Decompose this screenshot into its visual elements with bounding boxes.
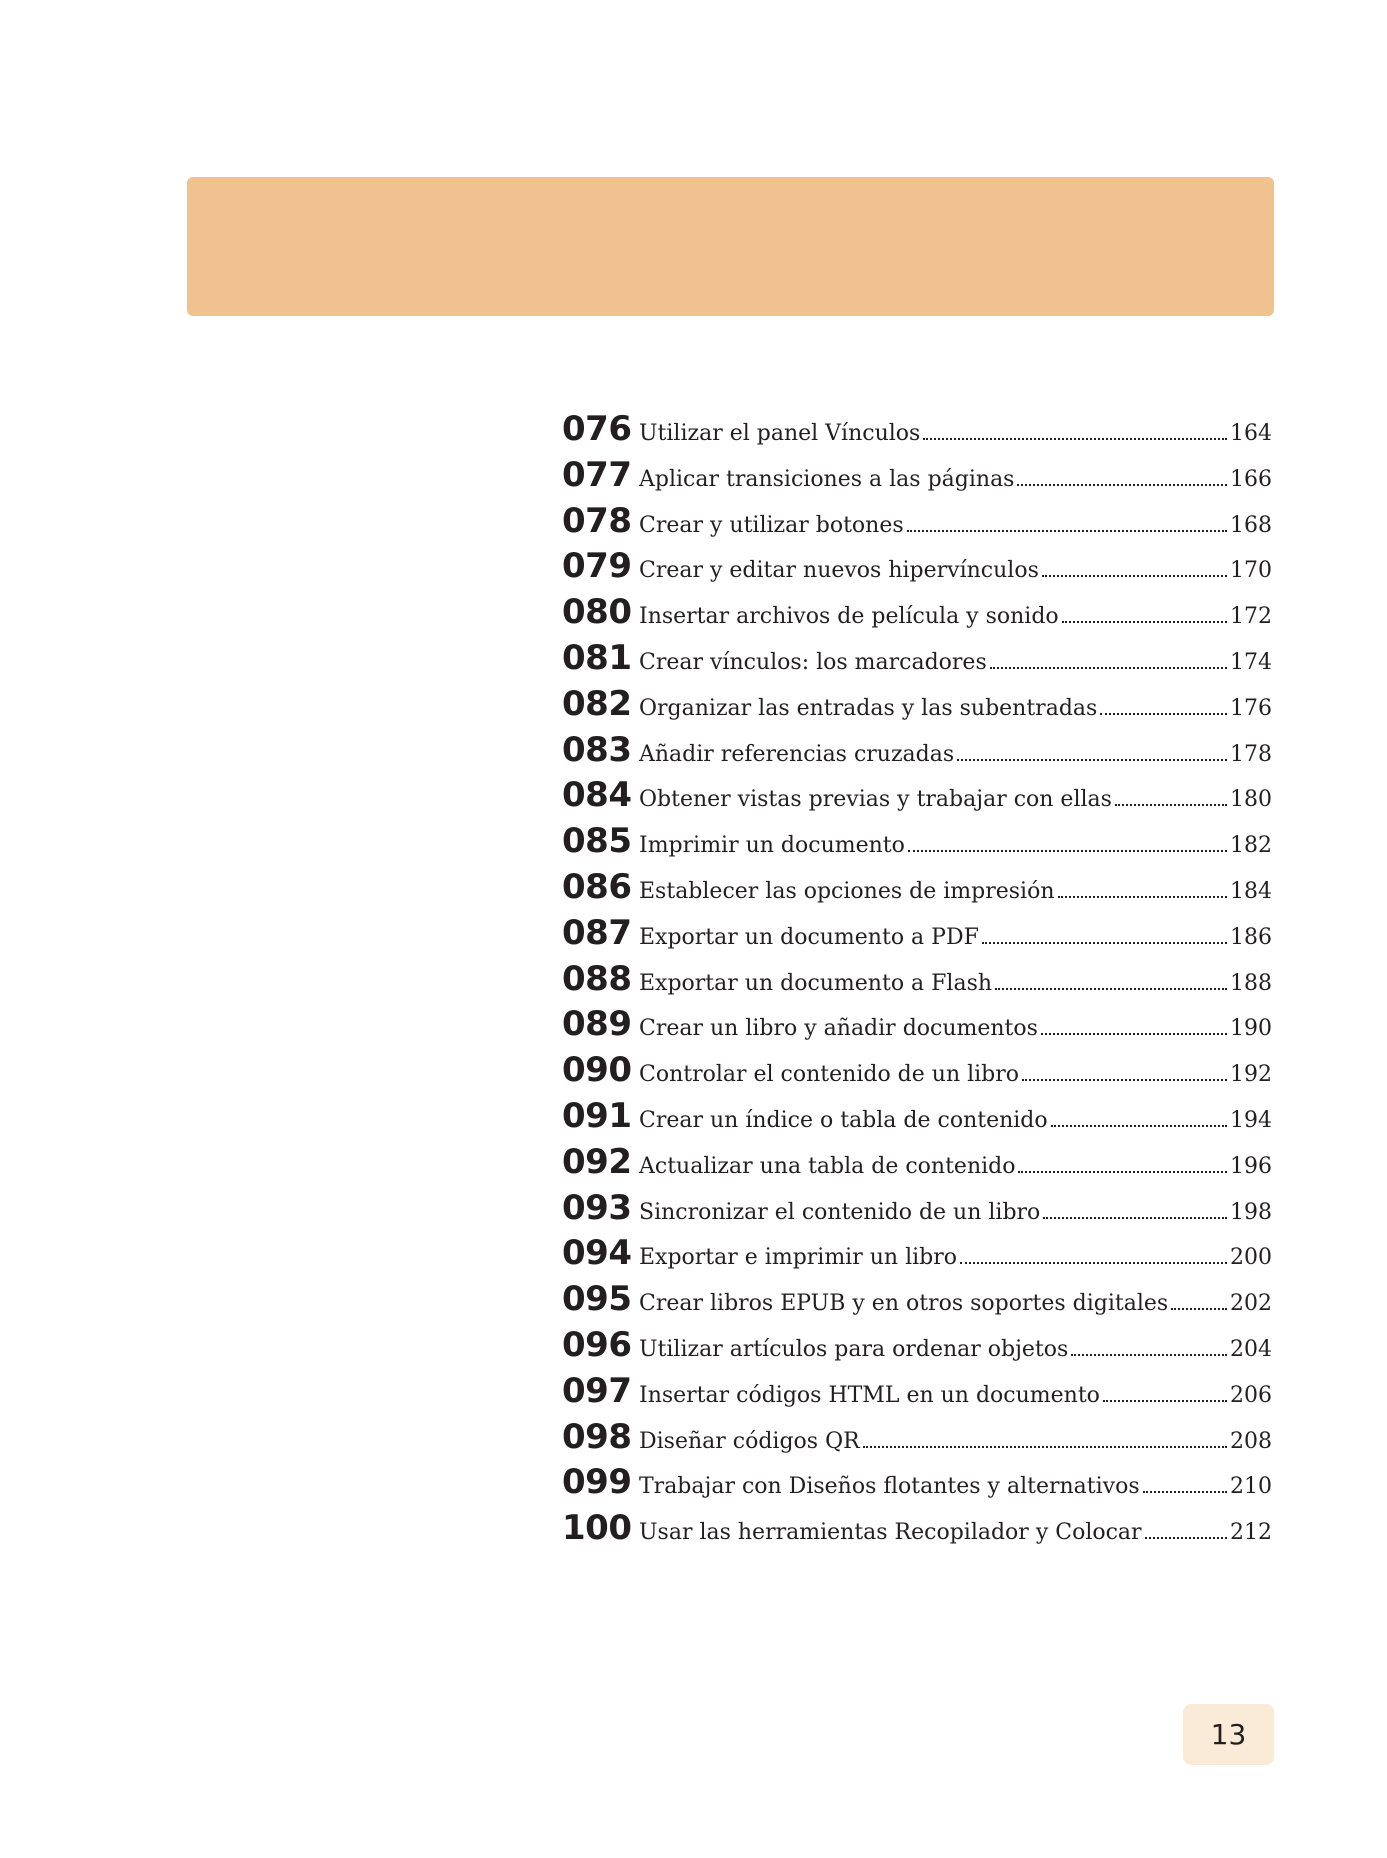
toc-entry: [562, 730, 1272, 776]
toc-entry-page: 210: [1230, 1474, 1272, 1500]
toc-entry-number: 092: [562, 1141, 632, 1182]
toc-entry-title: Actualizar una tabla de contenido: [639, 1153, 1016, 1179]
toc-entry-number: 095: [562, 1279, 632, 1320]
toc-entry-page: 194: [1230, 1107, 1272, 1133]
toc-entry-number: 091: [562, 1095, 632, 1136]
toc-entry-title: Trabajar con Diseños flotantes y alternativos: [639, 1474, 1140, 1500]
toc-entry-title: Utilizar artículos para ordenar objetos: [639, 1336, 1069, 1362]
toc-entry-number: 089: [562, 1004, 632, 1045]
toc-entry-number: 099: [562, 1462, 632, 1503]
toc-entry: [562, 1462, 1272, 1508]
toc-dot-leader: [982, 942, 1227, 944]
toc-entry-page: 186: [1230, 924, 1272, 950]
toc-entry-number: 079: [562, 546, 632, 587]
toc-entry: [562, 1050, 1272, 1096]
toc-entry-title: Usar las herramientas Recopilador y Colocar: [639, 1520, 1142, 1546]
toc-entry: [562, 1233, 1272, 1279]
toc-entry-title: Sincronizar el contenido de un libro: [639, 1199, 1041, 1225]
toc-entry-title: Organizar las entradas y las subentradas: [639, 695, 1098, 721]
toc-entry-title: Crear un libro y añadir documentos: [639, 1016, 1038, 1042]
toc-entry: [562, 959, 1272, 1005]
toc-entry: [562, 1417, 1272, 1463]
toc-dot-leader: [923, 438, 1227, 440]
header-band: [187, 177, 1274, 316]
toc-entry-title: Utilizar el panel Vínculos: [639, 421, 921, 446]
toc-entry: [562, 1371, 1272, 1417]
toc-dot-leader: [1103, 1400, 1227, 1402]
toc-entry-page: 188: [1230, 970, 1272, 996]
toc-dot-leader: [1022, 1079, 1227, 1081]
toc-entry-title: Insertar códigos HTML en un documento: [639, 1382, 1100, 1408]
toc-entry: [562, 455, 1272, 501]
toc-entry-number: 083: [562, 729, 632, 770]
toc-entry-number: 080: [562, 592, 632, 633]
toc-entry-page: 206: [1230, 1382, 1272, 1408]
toc-entry: [562, 1325, 1272, 1371]
toc-entry-title: Exportar un documento a PDF: [639, 924, 979, 950]
toc-entry-title: Insertar archivos de película y sonido: [639, 604, 1059, 630]
toc-entry-title: Crear vínculos: los marcadores: [639, 649, 987, 675]
toc-entry-page: 192: [1230, 1062, 1272, 1088]
toc-entry-title: Crear y editar nuevos hipervínculos: [639, 558, 1039, 584]
toc-entry-number: 094: [562, 1233, 632, 1274]
toc-entry-number: 088: [562, 958, 632, 999]
toc-entry-number: 098: [562, 1416, 632, 1457]
toc-entry: [562, 1004, 1272, 1050]
toc-entry-number: 090: [562, 1050, 632, 1091]
table-of-contents: [562, 409, 1272, 1554]
toc-dot-leader: [863, 1446, 1227, 1448]
page-number: 13: [1210, 1718, 1247, 1751]
toc-entry-title: Crear un índice o tabla de contenido: [639, 1107, 1048, 1133]
toc-entry-page: 212: [1230, 1520, 1272, 1546]
toc-entry: [562, 638, 1272, 684]
toc-entry-page: 170: [1230, 558, 1272, 584]
toc-entry-number: 097: [562, 1370, 632, 1411]
toc-entry: [562, 913, 1272, 959]
toc-entry: [562, 1508, 1272, 1554]
toc-entry: [562, 592, 1272, 638]
toc-dot-leader: [1018, 1171, 1227, 1173]
toc-entry-number: 084: [562, 775, 632, 816]
toc-entry-title: Diseñar códigos QR: [639, 1428, 860, 1454]
toc-entry-number: 077: [562, 454, 632, 495]
toc-entry: [562, 684, 1272, 730]
toc-dot-leader: [1017, 484, 1227, 486]
toc-dot-leader: [960, 1262, 1227, 1264]
toc-dot-leader: [1145, 1537, 1227, 1539]
toc-entry-page: 196: [1230, 1153, 1272, 1179]
toc-entry: [562, 1279, 1272, 1325]
toc-dot-leader: [1043, 1217, 1227, 1219]
toc-entry-number: 078: [562, 500, 632, 541]
toc-entry: [562, 501, 1272, 547]
toc-entry-page: 198: [1230, 1199, 1272, 1225]
toc-entry-number: 093: [562, 1187, 632, 1228]
toc-entry-number: 082: [562, 683, 632, 724]
toc-dot-leader: [1171, 1308, 1227, 1310]
toc-entry-page: 184: [1230, 878, 1272, 904]
toc-entry: [562, 1188, 1272, 1234]
toc-entry-page: 178: [1230, 741, 1272, 767]
toc-entry-title: Aplicar transiciones a las páginas: [639, 466, 1015, 492]
toc-dot-leader: [1100, 713, 1227, 715]
toc-dot-leader: [907, 530, 1227, 532]
toc-dot-leader: [908, 850, 1227, 852]
toc-entry-page: 190: [1230, 1016, 1272, 1042]
toc-entry: [562, 546, 1272, 592]
toc-entry: [562, 409, 1272, 455]
toc-entry-title: Obtener vistas previas y trabajar con ellas: [639, 787, 1112, 813]
toc-dot-leader: [957, 759, 1227, 761]
toc-entry-title: Crear libros EPUB y en otros soportes digitales: [639, 1291, 1169, 1317]
toc-entry-title: Crear y utilizar botones: [639, 512, 904, 538]
toc-entry-title: Exportar un documento a Flash: [639, 970, 993, 996]
toc-entry-page: 166: [1230, 466, 1272, 492]
toc-dot-leader: [990, 667, 1227, 669]
toc-entry-page: 168: [1230, 512, 1272, 538]
toc-entry-number: 076: [562, 409, 632, 449]
toc-entry-page: 174: [1230, 649, 1272, 675]
toc-entry: [562, 775, 1272, 821]
toc-entry: [562, 821, 1272, 867]
toc-dot-leader: [1041, 1033, 1227, 1035]
toc-dot-leader: [1071, 1354, 1227, 1356]
toc-entry-number: 096: [562, 1324, 632, 1365]
toc-entry: [562, 1096, 1272, 1142]
toc-entry-page: 200: [1230, 1245, 1272, 1271]
toc-dot-leader: [1143, 1491, 1227, 1493]
toc-entry-page: 204: [1230, 1336, 1272, 1362]
toc-entry-page: 182: [1230, 833, 1272, 859]
toc-entry: [562, 1142, 1272, 1188]
toc-entry-title: Exportar e imprimir un libro: [639, 1245, 957, 1271]
toc-entry-page: 172: [1230, 604, 1272, 630]
toc-entry-number: 081: [562, 637, 632, 678]
toc-dot-leader: [995, 988, 1227, 990]
toc-dot-leader: [1058, 896, 1228, 898]
toc-entry-page: 176: [1230, 695, 1272, 721]
toc-entry-title: Añadir referencias cruzadas: [639, 741, 955, 767]
toc-entry: [562, 867, 1272, 913]
toc-dot-leader: [1062, 621, 1227, 623]
toc-entry-number: 100: [562, 1508, 632, 1549]
toc-entry-page: 208: [1230, 1428, 1272, 1454]
toc-entry-title: Controlar el contenido de un libro: [639, 1062, 1020, 1088]
toc-entry-number: 087: [562, 912, 632, 953]
toc-dot-leader: [1051, 1125, 1227, 1127]
toc-entry-title: Establecer las opciones de impresión: [639, 878, 1055, 904]
toc-entry-page: 164: [1230, 421, 1272, 446]
toc-dot-leader: [1115, 804, 1227, 806]
toc-entry-number: 085: [562, 821, 632, 862]
toc-entry-number: 086: [562, 866, 632, 907]
toc-entry-page: 180: [1230, 787, 1272, 813]
page-number-box: [1183, 1704, 1274, 1765]
toc-entry-title: Imprimir un documento: [639, 833, 905, 859]
toc-dot-leader: [1042, 575, 1227, 577]
toc-entry-page: 202: [1230, 1291, 1272, 1317]
